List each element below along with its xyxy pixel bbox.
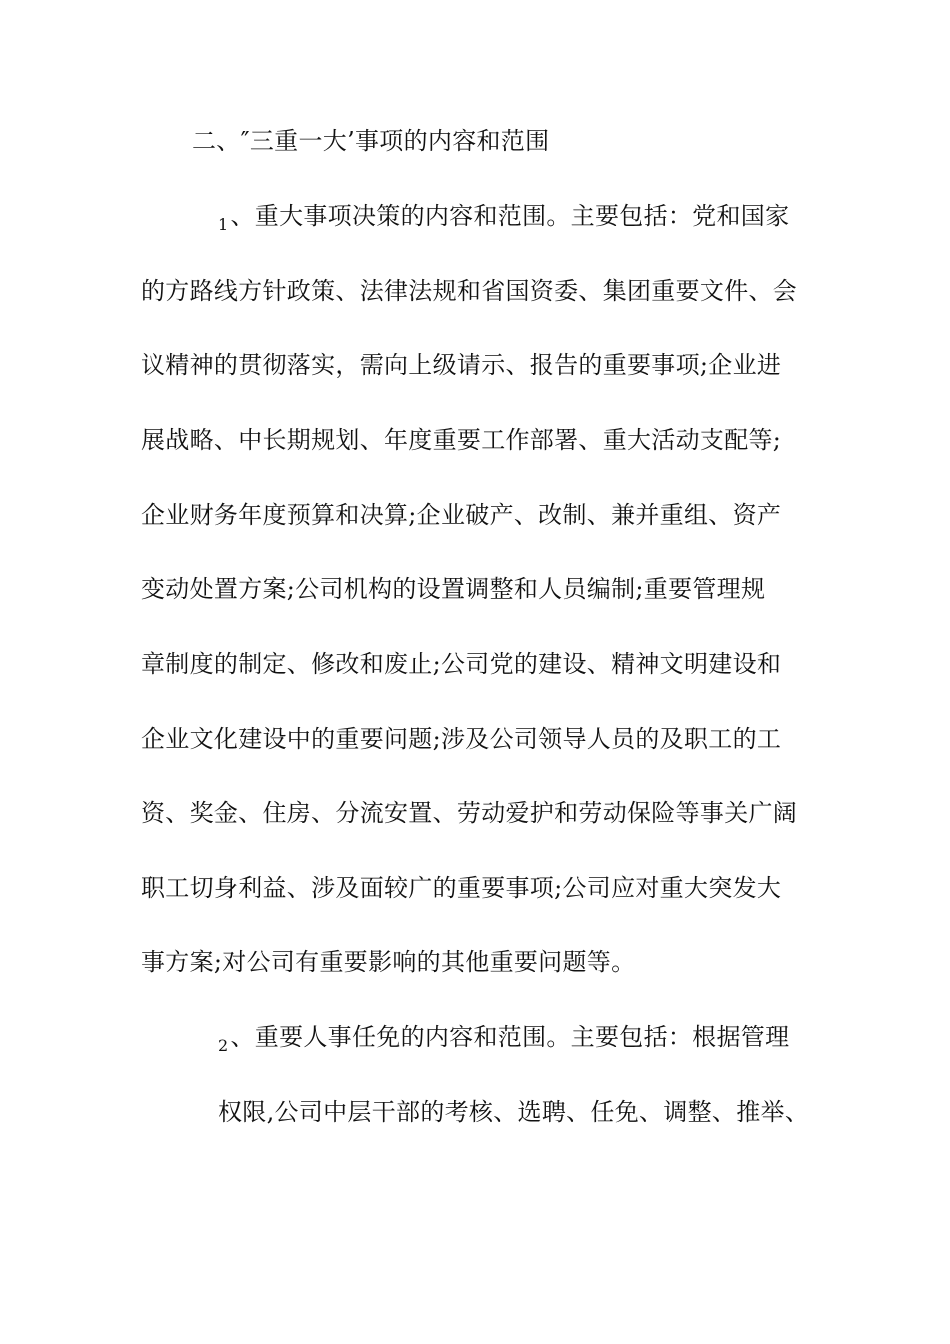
item2-line-2: 权限,公司中层干部的考核、选聘、任免、调整、推举、 bbox=[218, 1098, 810, 1126]
item2-line-1: $_2$、重要人事任免的内容和范围。主要包括：根据管理 bbox=[218, 1023, 790, 1055]
item1-line-5: 企业财务年度预算和决算;企业破产、改制、兼并重组、资产 bbox=[141, 501, 782, 529]
item1-number: 1 bbox=[218, 215, 229, 234]
section-heading: 二、″三重一大’事项的内容和范围 bbox=[192, 127, 550, 155]
item1-line-3: 议精神的贯彻落实，需向上级请示、报告的重要事项;企业进 bbox=[141, 351, 782, 379]
item1-line-4: 展战略、中长期规划、年度重要工作部署、重大活动支配等; bbox=[141, 426, 782, 454]
item1-line-7: 章制度的制定、修改和废止;公司党的建设、精神文明建设和 bbox=[141, 650, 782, 678]
item1-line-8: 企业文化建设中的重要问题;涉及公司领导人员的及职工的工 bbox=[141, 725, 782, 753]
item1-line-11: 事方案;对公司有重要影响的其他重要问题等。 bbox=[141, 948, 636, 976]
item2-number: 2 bbox=[218, 1036, 229, 1055]
item1-line-1: $_1$、重大事项决策的内容和范围。主要包括：党和国家 bbox=[218, 202, 790, 234]
item1-line-10: 职工切身利益、涉及面较广的重要事项;公司应对重大突发大 bbox=[141, 874, 782, 902]
item1-line-6: 变动处置方案;公司机构的设置调整和人员编制;重要管理规 bbox=[141, 575, 766, 603]
item1-line-2: 的方路线方针政策、法律法规和省国资委、集团重要文件、会 bbox=[141, 277, 798, 305]
item1-line-9: 资、奖金、住房、分流安置、劳动爱护和劳动保险等事关广阔 bbox=[141, 799, 798, 827]
